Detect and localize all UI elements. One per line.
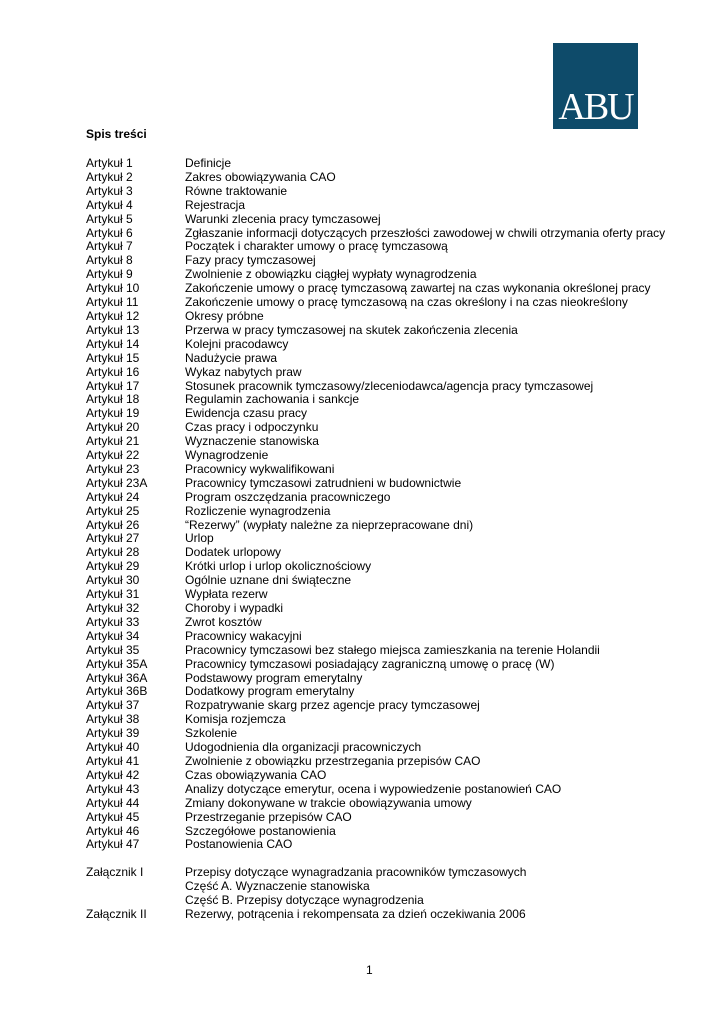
- toc-entry-title: Program oszczędzania pracowniczego: [185, 489, 391, 504]
- annex-1-part-b: Część B. Przepisy dotyczące wynagrodzenia: [185, 893, 424, 908]
- toc-entry: [86, 825, 666, 839]
- toc-entry-title: Warunki zlecenia pracy tymczasowej: [185, 211, 381, 226]
- toc-entry-title: Choroby i wypadki: [185, 601, 284, 615]
- annex-1: [86, 866, 666, 908]
- toc-entry-label: Artykuł 35: [86, 642, 140, 657]
- toc-entry-label: Artykuł 43: [86, 781, 140, 796]
- toc-entry-title: Dodatek urlopowy: [185, 545, 282, 560]
- toc-entry-title: Szczegółowe postanowienia: [185, 823, 336, 838]
- toc-entry: [86, 227, 666, 241]
- toc-entry-label: Artykuł 2: [86, 169, 133, 184]
- toc-entry: [86, 505, 666, 519]
- toc-entry-label: Artykuł 20: [86, 420, 140, 435]
- toc-entry-label: Artykuł 38: [86, 712, 140, 727]
- toc-entry-title: Zmiany dokonywane w trakcie obowiązywania umowy: [185, 795, 472, 810]
- toc-entry-label: Artykuł 14: [86, 336, 140, 351]
- toc-entry-label: Artykuł 5: [86, 211, 133, 226]
- toc-entry: [86, 727, 666, 741]
- toc-entry-title: Nadużycie prawa: [185, 350, 278, 365]
- toc-entry-label: Artykuł 33: [86, 614, 140, 629]
- toc-entry-label: Artykuł 35A: [86, 656, 148, 671]
- toc-entry-label: Artykuł 41: [86, 753, 140, 768]
- toc-entry: [86, 546, 666, 560]
- toc-entry-title: Kolejni pracodawcy: [185, 336, 289, 351]
- toc-entry-label: Artykuł 22: [86, 448, 140, 463]
- toc-entry: [86, 672, 666, 686]
- toc-entry-label: Artykuł 34: [86, 628, 140, 643]
- toc-entry-label: Artykuł 11: [86, 295, 139, 310]
- toc-entry-title: Pracownicy wykwalifikowani: [185, 461, 335, 476]
- toc-entry-label: Artykuł 1: [86, 156, 133, 170]
- toc-entry-label: Artykuł 24: [86, 489, 140, 504]
- toc-title: Spis treści: [86, 127, 147, 141]
- toc-entry: [86, 240, 666, 254]
- toc-entry: [86, 421, 666, 435]
- toc-entry: [86, 811, 666, 825]
- toc-entry-title: Postanowienia CAO: [185, 837, 293, 852]
- toc-entry: [86, 658, 666, 672]
- toc-entry-label: Artykuł 17: [86, 378, 140, 393]
- toc-entry-title: “Rezerwy” (wypłaty należne za nieprzepracowane dni): [185, 517, 474, 532]
- toc-entry: [86, 602, 666, 616]
- toc-entry: [86, 282, 666, 296]
- toc-entry-title: Pracownicy tymczasowi posiadający zagraniczną umowę o pracę (W): [185, 656, 555, 671]
- toc-entry: [86, 352, 666, 366]
- toc-entry-title: Urlop: [185, 531, 214, 546]
- toc-entry: [86, 338, 666, 352]
- toc-entry-title: Rozliczenie wynagrodzenia: [185, 503, 331, 518]
- toc-entry-label: Artykuł 12: [86, 308, 140, 323]
- toc-entry-title: Wyznaczenie stanowiska: [185, 434, 319, 449]
- toc-entry: [86, 616, 666, 630]
- toc-entry-title: Wypłata rezerw: [185, 587, 268, 602]
- toc-entry: [86, 157, 666, 171]
- toc-entry: [86, 491, 666, 505]
- toc-entry-label: Artykuł 9: [86, 267, 133, 282]
- toc-entry: [86, 560, 666, 574]
- toc-entry: [86, 797, 666, 811]
- toc-entry-title: Pracownicy tymczasowi zatrudnieni w budownictwie: [185, 475, 462, 490]
- toc-entry-title: Udogodnienia dla organizacji pracowniczych: [185, 740, 422, 755]
- toc-entry: [86, 644, 666, 658]
- toc-entry-title: Pracownicy wakacyjni: [185, 628, 302, 643]
- toc-entry: [86, 310, 666, 324]
- toc-entry-label: Artykuł 46: [86, 823, 140, 838]
- annex-1-row: [86, 866, 666, 880]
- toc-entry-title: Rejestracja: [185, 197, 246, 212]
- table-of-contents: [86, 157, 666, 922]
- toc-entry-label: Artykuł 3: [86, 183, 133, 198]
- toc-entry: [86, 699, 666, 713]
- toc-entry-label: Artykuł 6: [86, 225, 133, 240]
- toc-entry: [86, 380, 666, 394]
- toc-entry-label: Artykuł 31: [86, 587, 140, 602]
- toc-entry: [86, 477, 666, 491]
- toc-entry-title: Komisja rozjemcza: [185, 712, 286, 727]
- toc-entry-label: Artykuł 10: [86, 281, 140, 296]
- toc-entry-title: Ewidencja czasu pracy: [185, 406, 308, 421]
- toc-entry: [86, 213, 666, 227]
- page-number: 1: [366, 963, 373, 977]
- toc-entry-title: Definicje: [185, 156, 232, 170]
- toc-entry: [86, 324, 666, 338]
- toc-entry: [86, 463, 666, 477]
- toc-entry-title: Wynagrodzenie: [185, 448, 269, 463]
- toc-entry-title: Regulamin zachowania i sankcje: [185, 392, 360, 407]
- annex-1-label: Załącznik I: [86, 865, 144, 880]
- toc-entry-title: Zwolnienie z obowiązku przestrzegania przepisów CAO: [185, 753, 481, 768]
- toc-entry: [86, 449, 666, 463]
- toc-entry-label: Artykuł 36A: [86, 670, 148, 685]
- abu-logo: [553, 43, 638, 129]
- toc-entry: [86, 755, 666, 769]
- toc-entry-title: Dodatkowy program emerytalny: [185, 684, 355, 699]
- annex-2-row: [86, 908, 666, 922]
- toc-entry-label: Artykuł 39: [86, 726, 140, 741]
- annex-1-title: Przepisy dotyczące wynagradzania pracowników tymczasowych: [185, 865, 527, 880]
- toc-entry-title: Zakończenie umowy o pracę tymczasową na czas określony i na czas nieokreślony: [185, 295, 628, 310]
- toc-entry: [86, 588, 666, 602]
- toc-entry-label: Artykuł 19: [86, 406, 140, 421]
- toc-entry-label: Artykuł 25: [86, 503, 140, 518]
- toc-entry-title: Fazy pracy tymczasowej: [185, 253, 316, 268]
- toc-entry: [86, 268, 666, 282]
- toc-entry-title: Zwrot kosztów: [185, 614, 262, 629]
- annex-2-title: Rezerwy, potrącenia i rekompensata za dzień oczekiwania 2006: [185, 907, 526, 922]
- toc-entry-label: Artykuł 29: [86, 559, 140, 574]
- toc-entry-title: Przestrzeganie przepisów CAO: [185, 809, 352, 824]
- toc-entry-title: Stosunek pracownik tymczasowy/zleceniodawca/agencja pracy tymczasowej: [185, 378, 594, 393]
- toc-entry-title: Zakończenie umowy o pracę tymczasową zawartej na czas wykonania określonej pracy: [185, 281, 651, 296]
- toc-entry: [86, 199, 666, 213]
- toc-entry: [86, 685, 666, 699]
- article-list: [86, 157, 666, 852]
- toc-entry-label: Artykuł 28: [86, 545, 140, 560]
- toc-entry-title: Rozpatrywanie skarg przez agencje pracy tymczasowej: [185, 698, 480, 713]
- toc-entry-label: Artykuł 18: [86, 392, 140, 407]
- toc-entry-label: Artykuł 15: [86, 350, 140, 365]
- toc-entry: [86, 783, 666, 797]
- toc-entry-label: Artykuł 23: [86, 461, 140, 476]
- toc-entry-label: Artykuł 7: [86, 239, 133, 254]
- toc-entry-label: Artykuł 32: [86, 601, 140, 615]
- toc-entry: [86, 838, 666, 852]
- toc-entry-title: Czas pracy i odpoczynku: [185, 420, 319, 435]
- toc-entry-title: Czas obowiązywania CAO: [185, 767, 327, 782]
- toc-entry-label: Artykuł 27: [86, 531, 140, 546]
- toc-entry-title: Okresy próbne: [185, 308, 264, 323]
- toc-entry: [86, 185, 666, 199]
- annex-1-part-a: Część A. Wyznaczenie stanowiska: [185, 879, 370, 894]
- toc-entry-title: Szkolenie: [185, 726, 238, 741]
- toc-entry: [86, 366, 666, 380]
- toc-entry: [86, 630, 666, 644]
- toc-entry-label: Artykuł 30: [86, 573, 140, 588]
- toc-entry-title: Zgłaszanie informacji dotyczących przeszłości zawodowej w chwili otrzymania oferty pracy: [185, 225, 666, 240]
- toc-entry: [86, 769, 666, 783]
- toc-entry: [86, 171, 666, 185]
- toc-entry: [86, 519, 666, 533]
- toc-entry-title: Ogólnie uznane dni świąteczne: [185, 573, 352, 588]
- toc-entry: [86, 296, 666, 310]
- toc-entry-label: Artykuł 4: [86, 197, 133, 212]
- toc-entry-label: Artykuł 26: [86, 517, 140, 532]
- toc-entry: [86, 407, 666, 421]
- toc-entry: [86, 254, 666, 268]
- toc-entry-label: Artykuł 42: [86, 767, 140, 782]
- logo-text: ABU: [558, 86, 633, 128]
- toc-entry: [86, 713, 666, 727]
- toc-entry-title: Krótki urlop i urlop okolicznościowy: [185, 559, 372, 574]
- toc-entry-label: Artykuł 23A: [86, 475, 148, 490]
- toc-entry-title: Analizy dotyczące emerytur, ocena i wypowiedzenie postanowień CAO: [185, 781, 562, 796]
- toc-entry-label: Artykuł 13: [86, 322, 140, 337]
- annex-2-label: Załącznik II: [86, 907, 147, 922]
- toc-entry-label: Artykuł 21: [86, 434, 140, 449]
- toc-entry-label: Artykuł 47: [86, 837, 140, 852]
- toc-entry-title: Przerwa w pracy tymczasowej na skutek zakończenia zlecenia: [185, 322, 518, 337]
- toc-entry-title: Pracownicy tymczasowi bez stałego miejsca zamieszkania na terenie Holandii: [185, 642, 600, 657]
- toc-entry-label: Artykuł 36B: [86, 684, 148, 699]
- toc-entry-title: Zwolnienie z obowiązku ciągłej wypłaty wynagrodzenia: [185, 267, 477, 282]
- toc-entry-title: Zakres obowiązywania CAO: [185, 169, 336, 184]
- toc-entry-title: Wykaz nabytych praw: [185, 364, 302, 379]
- toc-entry-label: Artykuł 44: [86, 795, 140, 810]
- toc-entry: [86, 741, 666, 755]
- toc-entry-label: Artykuł 8: [86, 253, 133, 268]
- toc-entry-title: Równe traktowanie: [185, 183, 288, 198]
- toc-entry-label: Artykuł 37: [86, 698, 140, 713]
- toc-entry: [86, 574, 666, 588]
- toc-entry-title: Początek i charakter umowy o pracę tymczasową: [185, 239, 448, 254]
- toc-entry: [86, 435, 666, 449]
- toc-entry-label: Artykuł 45: [86, 809, 140, 824]
- toc-entry-title: Podstawowy program emerytalny: [185, 670, 363, 685]
- toc-entry: [86, 532, 666, 546]
- toc-entry-label: Artykuł 16: [86, 364, 140, 379]
- toc-entry: [86, 393, 666, 407]
- toc-entry-label: Artykuł 40: [86, 740, 140, 755]
